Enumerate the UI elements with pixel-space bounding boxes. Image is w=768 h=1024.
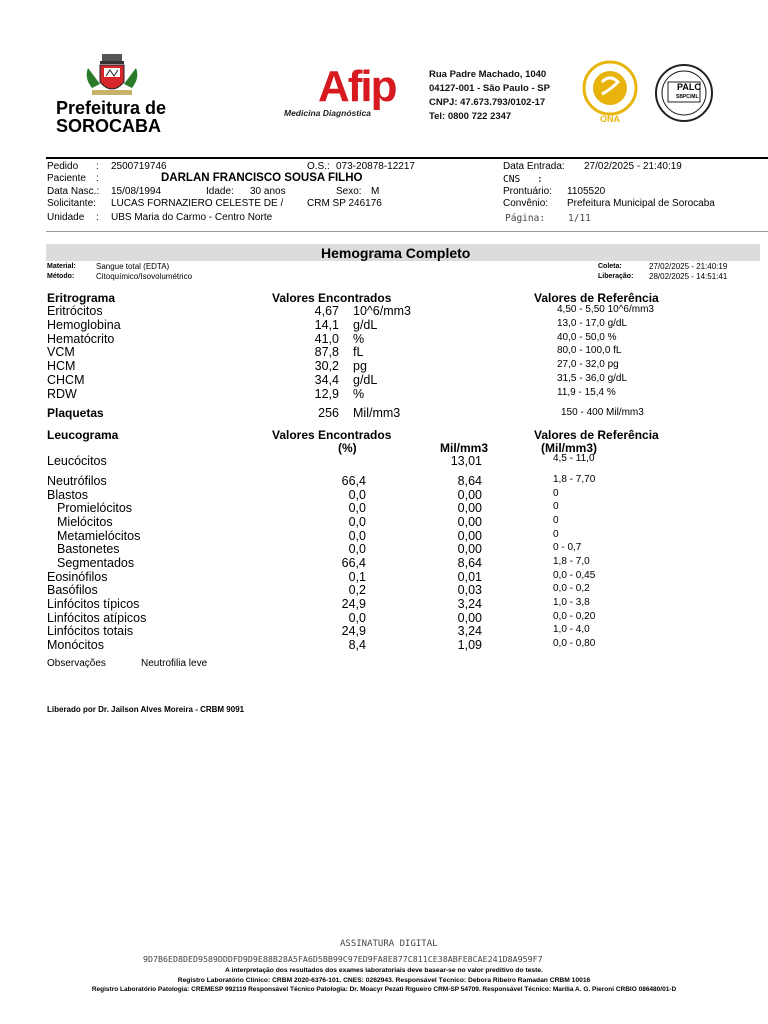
- leuco-row-pct: 24,9: [341, 596, 366, 611]
- leuco-row-ref: 0: [553, 487, 559, 499]
- leuco-row-ref: 0,0 - 0,2: [553, 583, 590, 595]
- convenio-label: Convênio:: [503, 198, 549, 209]
- metodo-label: Método:: [47, 273, 75, 280]
- cns-value: :: [537, 174, 543, 185]
- city-logo-line1: Prefeitura de: [56, 98, 167, 118]
- solicitante-value: LUCAS FORNAZIERO CELESTE DE /: [111, 198, 284, 209]
- eritro-row-value: 14,1: [314, 317, 339, 332]
- leuco-row-pct: 66,4: [341, 474, 366, 488]
- leuco-row-abs: 0,03: [457, 583, 482, 598]
- afip-logo-subtitle: Medicina Diagnóstica: [284, 108, 371, 118]
- convenio-value: Prefeitura Municipal de Sorocaba: [567, 198, 715, 209]
- os-value: 073-20878-12217: [336, 161, 415, 172]
- paciente-colon: :: [96, 173, 99, 184]
- prontuario-label: Prontuário:: [503, 186, 552, 197]
- leucocitos-ref: 4,5 - 11,0: [553, 453, 595, 464]
- top-rule: [46, 157, 768, 159]
- leuco-ref-heading: Valores de Referência: [534, 428, 659, 442]
- eritro-row-value: 30,2: [314, 359, 339, 374]
- footer-line2: Registro Laboratório Clínico: CRBM 2020-6376-101. CNES: 0262943. Responsável Técnico: Debora Ribeiro Ramadan CRBM 10016: [177, 977, 591, 984]
- footer-line3: Registro Laboratório Patologia: CREMESP 992119 Responsável Técnico Patologia: Dr. Moacyr Pezati Rigueiro CRM-SP 54709. Responsável Técnico: Marília A. G. Pieroni CRBIO 086480/01-D: [91, 986, 677, 993]
- leuco-row-pct: 24,9: [341, 624, 366, 639]
- leucocitos-name: Leucócitos: [47, 454, 107, 468]
- eritro-row-ref: 31,5 - 36,0 g/dL: [557, 373, 628, 384]
- leuco-row-abs: 0,00: [457, 528, 482, 543]
- plaquetas-name: Plaquetas: [47, 406, 104, 420]
- crm-value: CRM SP 246176: [307, 198, 382, 209]
- leuco-row-ref: 1,0 - 3,8: [553, 596, 590, 608]
- footer-line1: A interpretação dos resultados dos exames laboratoriais deve basear-se no valor preditivo do teste.: [225, 967, 543, 974]
- leuco-row-ref: 0: [553, 528, 559, 540]
- idade-label: Idade:: [206, 186, 234, 197]
- eritro-row-unit: 10^6/mm3: [353, 304, 411, 318]
- plaquetas-unit: Mil/mm3: [353, 406, 401, 420]
- leuco-row-ref: 0,0 - 0,20: [553, 610, 596, 622]
- address-line1: Rua Padre Machado, 1040: [429, 69, 547, 80]
- ona-seal-icon: [580, 60, 642, 116]
- eritro-row-ref: 27,0 - 32,0 pg: [557, 359, 619, 371]
- leuco-row-name: Eosinófilos: [47, 569, 108, 584]
- eritro-row-unit: g/dL: [353, 373, 378, 387]
- leuco-row-name: Neutrófilos: [47, 474, 107, 488]
- plaquetas-value: 256: [318, 406, 339, 420]
- leuco-row-name: Monócitos: [47, 637, 104, 652]
- pedido-label: Pedido: [47, 161, 79, 172]
- idade-value: 30 anos: [250, 186, 286, 197]
- palc-sub: SBPC/ML: [676, 94, 699, 100]
- leuco-row-ref: 0: [553, 501, 559, 513]
- eritro-row-unit: fL: [353, 345, 364, 360]
- leuco-row-pct: 0,0: [348, 514, 366, 529]
- leuco-row-pct: 0,0: [348, 501, 366, 516]
- leuco-pct-heading: (%): [338, 441, 357, 455]
- leuco-row-pct: 0,0: [348, 542, 366, 557]
- leuco-row-pct: 66,4: [341, 555, 366, 570]
- paciente-label: Paciente: [47, 173, 86, 184]
- leuco-row-pct: 0,2: [348, 583, 366, 598]
- eritro-row-ref: 80,0 - 100,0 fL: [557, 345, 622, 357]
- leuco-row-abs: 3,24: [457, 624, 482, 639]
- leuco-row-ref: 1,8 - 7,0: [553, 555, 590, 567]
- eritro-row-ref: 13,0 - 17,0 g/dL: [557, 317, 628, 329]
- eritro-values-heading: Valores Encontrados: [272, 291, 392, 305]
- leuco-row-name: Metamielócitos: [57, 528, 141, 543]
- leuco-abs-heading: Mil/mm3: [440, 441, 489, 455]
- leuco-row-abs: 0,00: [457, 610, 482, 625]
- leuco-row-ref: 1,0 - 4,0: [553, 624, 590, 636]
- plaquetas-ref: 150 - 400 Mil/mm3: [561, 407, 644, 418]
- eritro-row-value: 87,8: [314, 345, 339, 360]
- digital-signature-hash: 9D7B6ED8DED9589DDDFD9D9E88B28A5FA6D5BB99C97ED9FA8E877C811CE38ABFE8CAE241D8A959F7: [143, 954, 543, 964]
- coat-of-arms-icon: [80, 52, 144, 98]
- leuco-row-abs: 0,00: [457, 514, 482, 529]
- liberacao-value: 28/02/2025 - 14:51:41: [649, 272, 728, 281]
- coleta-label: Coleta:: [598, 263, 622, 270]
- solicitante-label: Solicitante:: [47, 198, 96, 209]
- leuco-row-pct: 8,4: [348, 637, 366, 652]
- leuco-values-heading: Valores Encontrados: [272, 428, 392, 442]
- unidade-label: Unidade: [47, 212, 85, 223]
- eritro-row-value: 12,9: [314, 386, 339, 401]
- sexo-value: M: [371, 186, 380, 197]
- paciente-name: DARLAN FRANCISCO SOUSA FILHO: [161, 172, 363, 184]
- eritro-row-ref: 11,9 - 15,4 %: [557, 386, 616, 398]
- afip-logo: [284, 62, 424, 122]
- eritro-row-value: 34,4: [314, 373, 339, 387]
- eritro-ref-heading: Valores de Referência: [534, 291, 659, 305]
- leuco-row-ref: 0,0 - 0,45: [553, 569, 596, 581]
- exam-title: Hemograma Completo: [321, 245, 471, 261]
- leucocitos-abs: 13,01: [450, 454, 482, 468]
- eritro-row-name: VCM: [47, 345, 75, 360]
- leuco-row-abs: 8,64: [457, 555, 482, 570]
- eritro-row-unit: pg: [353, 359, 367, 374]
- eritro-row-name: Hematócrito: [47, 331, 115, 346]
- eritro-row-value: 4,67: [314, 304, 339, 318]
- eritro-row-name: Hemoglobina: [47, 317, 121, 332]
- city-logo: [50, 52, 175, 138]
- afip-logo-text: Afip: [318, 62, 396, 111]
- leuco-row-abs: 0,01: [457, 569, 482, 584]
- leuco-row-pct: 0,0: [348, 528, 366, 543]
- leuco-row-ref: 0 - 0,7: [553, 542, 582, 554]
- palc-seal: [654, 62, 714, 126]
- release-signature: Liberado por Dr. Jailson Alves Moreira - CRBM 9091: [47, 705, 245, 714]
- eritro-row-unit: g/dL: [353, 317, 378, 332]
- address-line2: 04127-001 - São Paulo - SP: [429, 83, 550, 94]
- os-label: O.S.:: [307, 161, 330, 172]
- leuco-ref-sub-heading: (Mil/mm3): [541, 441, 598, 455]
- unidade-value: UBS Maria do Carmo - Centro Norte: [111, 212, 273, 223]
- leuco-row-name: Promielócitos: [57, 501, 133, 516]
- eritro-row-unit: %: [353, 331, 365, 346]
- digital-signature-label: ASSINATURA DIGITAL: [340, 939, 438, 949]
- ona-seal: [580, 60, 642, 128]
- data-entrada-label: Data Entrada:: [503, 161, 565, 172]
- material-value: Sangue total (EDTA): [96, 262, 170, 271]
- pedido-value: 2500719746: [111, 161, 167, 172]
- cns-label: CNS: [503, 174, 521, 185]
- eritro-row-name: HCM: [47, 359, 76, 374]
- sexo-label: Sexo:: [336, 186, 362, 197]
- palc-label: PALC: [677, 82, 701, 92]
- address-line3: CNPJ: 47.673.793/0102-17: [429, 97, 546, 108]
- eritro-row-unit: %: [353, 386, 365, 401]
- data-entrada-value: 27/02/2025 - 21:40:19: [584, 161, 682, 172]
- pagina-label: Página:: [505, 213, 546, 224]
- leuco-row-abs: 0,00: [457, 487, 482, 502]
- leuco-row-abs: 8,64: [457, 474, 482, 488]
- leuco-row-ref: 1,8 - 7,70: [553, 474, 596, 485]
- leuco-row-abs: 3,24: [457, 596, 482, 611]
- leuco-row-name: Basófilos: [47, 583, 98, 598]
- palc-seal-icon: [654, 62, 714, 124]
- eritro-row-value: 41,0: [314, 331, 339, 346]
- lab-address: [429, 68, 550, 124]
- eritrograma-heading: Eritrograma: [47, 291, 116, 305]
- leuco-row-pct: 0,0: [348, 487, 366, 502]
- leuco-row-name: Segmentados: [57, 555, 135, 570]
- leuco-row-name: Mielócitos: [57, 514, 113, 529]
- leuco-row-ref: 0,0 - 0,80: [553, 637, 596, 649]
- eritro-row-name: Eritrócitos: [47, 304, 103, 318]
- city-logo-line2: SOROCABA: [56, 116, 162, 136]
- nasc-label: Data Nasc.:: [47, 186, 100, 197]
- metodo-value: Citoquímico/Isovolumétrico: [96, 272, 193, 281]
- leuco-row-name: Blastos: [47, 487, 88, 502]
- leuco-row-abs: 0,00: [457, 501, 482, 516]
- eritro-row-ref: 4,50 - 5,50 10^6/mm3: [557, 304, 654, 315]
- observacoes-label: Observações: [47, 658, 106, 669]
- ona-label: ONA: [600, 114, 620, 124]
- eritro-row-name: CHCM: [47, 373, 85, 387]
- pedido-colon: :: [96, 161, 99, 172]
- material-label: Material:: [47, 263, 76, 270]
- eritro-row-ref: 40,0 - 50,0 %: [557, 331, 617, 343]
- unidade-colon: :: [96, 212, 99, 223]
- pagina-value: 1/11: [568, 213, 591, 224]
- observacoes-value: Neutrofilia leve: [141, 658, 208, 669]
- leuco-row-abs: 0,00: [457, 542, 482, 557]
- leuco-row-name: Linfócitos típicos: [47, 596, 140, 611]
- leuco-row-abs: 1,09: [457, 637, 482, 652]
- leucograma-heading: Leucograma: [47, 428, 119, 442]
- patient-bottom-rule: [46, 231, 768, 232]
- leuco-row-pct: 0,1: [348, 569, 366, 584]
- liberacao-label: Liberação:: [598, 273, 634, 280]
- leuco-row-name: Linfócitos atípicos: [47, 610, 147, 625]
- leuco-row-pct: 0,0: [348, 610, 366, 625]
- leuco-row-name: Linfócitos totais: [47, 624, 134, 639]
- nasc-value: 15/08/1994: [111, 186, 162, 197]
- leuco-row-ref: 0: [553, 514, 559, 526]
- coleta-value: 27/02/2025 - 21:40:19: [649, 262, 728, 271]
- eritro-row-name: RDW: [47, 386, 77, 401]
- address-line4: Tel: 0800 722 2347: [429, 111, 512, 122]
- leuco-row-name: Bastonetes: [57, 542, 120, 557]
- prontuario-value: 1105520: [567, 186, 606, 197]
